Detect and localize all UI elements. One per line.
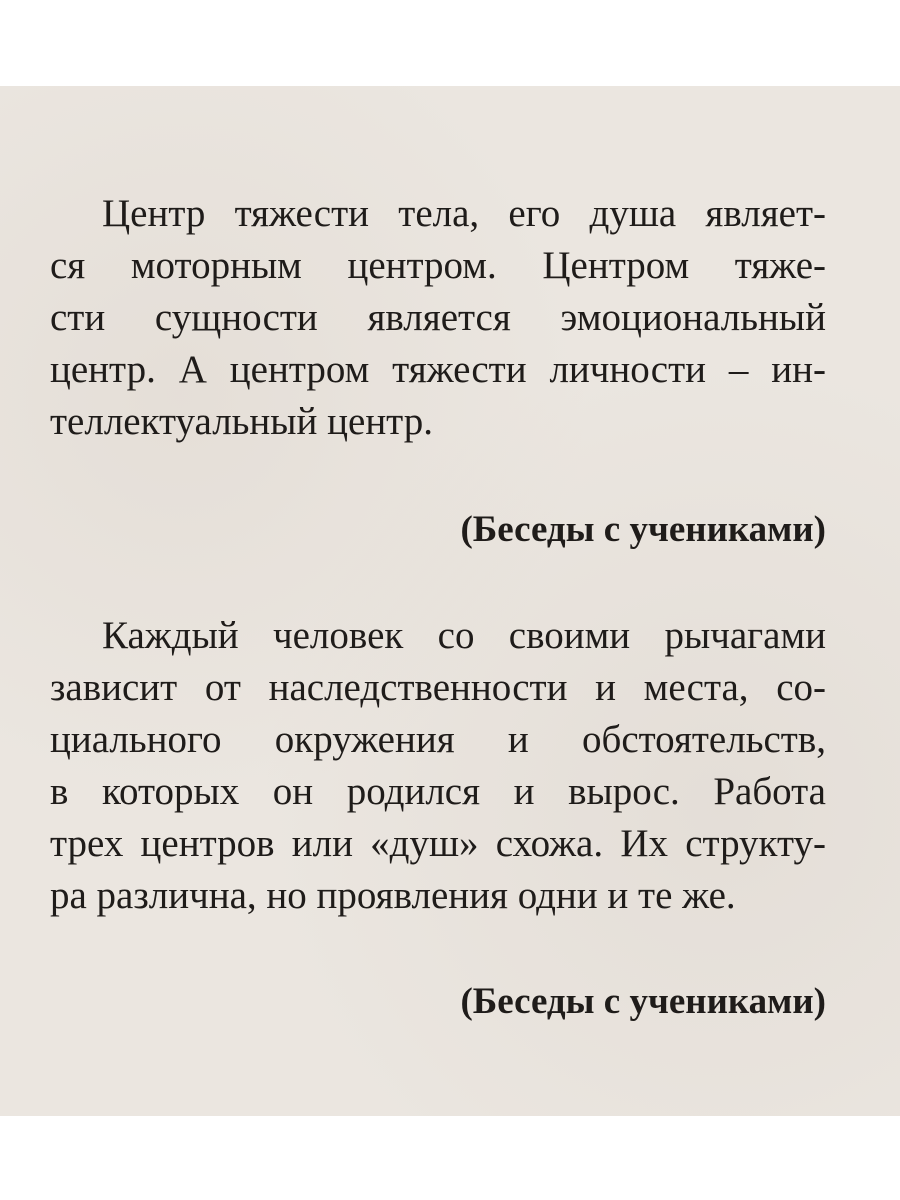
text-line: сти сущности является эмоциональный: [50, 296, 826, 339]
paragraph-three-centers: [50, 610, 826, 922]
paragraph-centers-of-gravity: [50, 188, 826, 448]
text-line: Каждый человек со своими рычагами: [102, 614, 826, 657]
text-line: ра различна, но проявления одни и те же.: [50, 874, 736, 917]
citation-source: (Беседы с учениками): [460, 981, 826, 1022]
text-line: в которых он родился и вырос. Работа: [50, 770, 826, 813]
citation-source: (Беседы с учениками): [460, 509, 826, 550]
text-line: трех центров или «душ» схожа. Их структу-: [50, 822, 826, 865]
text-line: ся моторным центром. Центром тяже-: [50, 244, 826, 287]
text-line: Центр тяжести тела, его душа являет-: [102, 192, 826, 235]
text-line: теллектуальный центр.: [50, 400, 433, 443]
text-line: циального окружения и обстоятельств,: [50, 718, 826, 761]
text-line: зависит от наследственности и места, со-: [50, 666, 826, 709]
text-line: центр. А центром тяжести личности – ин-: [50, 348, 826, 391]
